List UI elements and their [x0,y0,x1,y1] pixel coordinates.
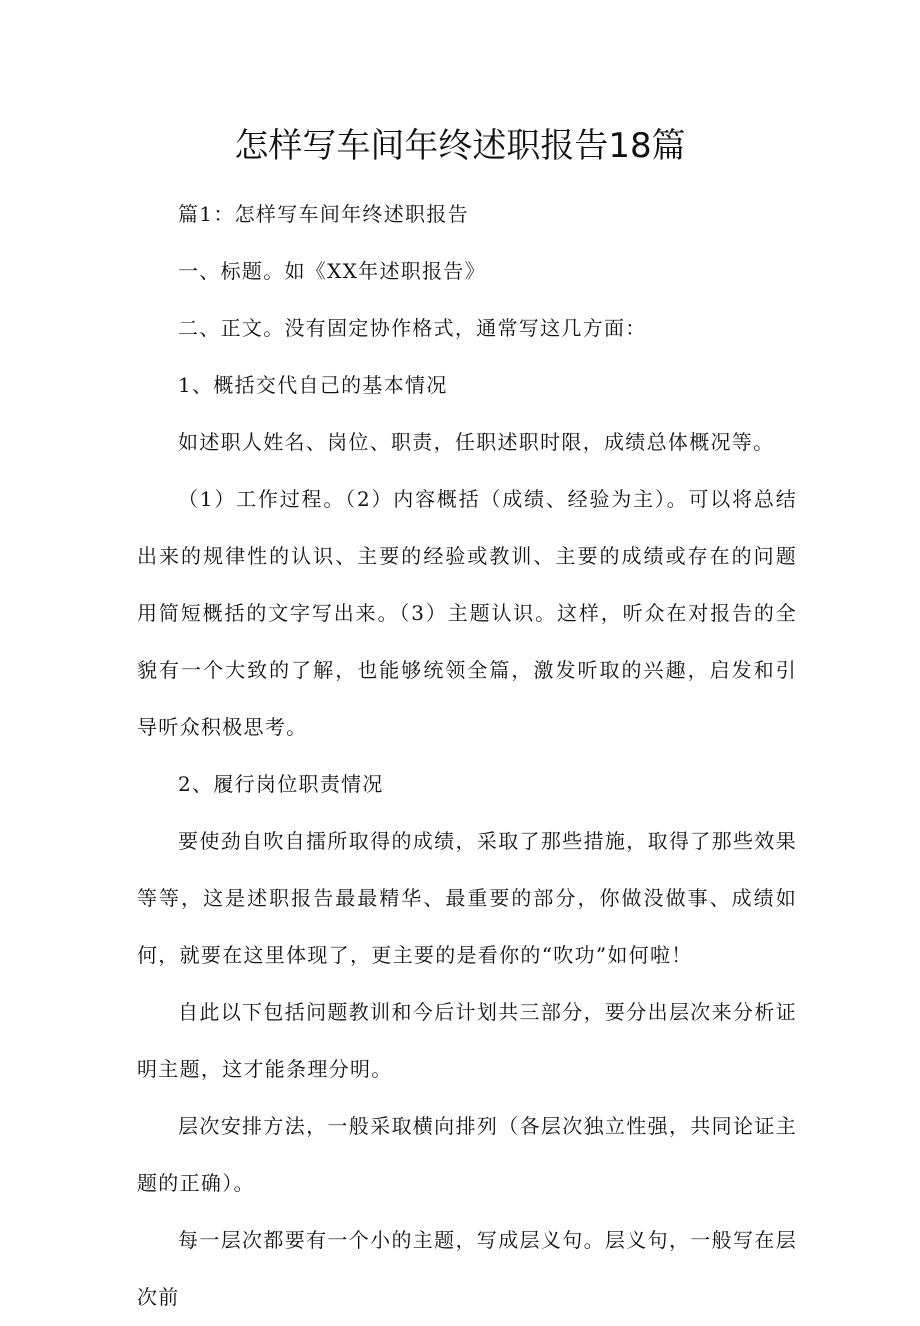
paragraph-point-1: 1、概括交代自己的基本情况 [178,373,448,397]
paragraph-layering-method: 层次安排方法，一般采取横向排列（各层次独立性强，共同论证主题的正确）。 [137,1114,797,1195]
paragraph-point-2-detail: 要使劲自吹自擂所取得的成绩，采取了那些措施，取得了那些效果等等，这是述职报告最最精华、最重要的部分，你做没做事、成绩如何，就要在这里体现了，更主要的是看你的“吹功”如何啦！ [137,829,797,967]
paragraph-title-item: 一、标题。如《XX年述职报告》 [178,259,486,283]
paragraph-point-1-steps: （1）工作过程。（2）内容概括（成绩、经验为主）。可以将总结出来的规律性的认识、主要的经验或教训、主要的成绩或存在的问题用简短概括的文字写出来。（3）主题认识。这样，听众在对报告的全貌有一个大致的了解，也能够统领全篇，激发听取的兴趣，启发和引导听众积极思考。 [137,487,797,739]
paragraph-layer-theme: 每一层次都要有一个小的主题，写成层义句。层义句，一般写在层次前 [137,1228,797,1309]
paragraph-point-2: 2、履行岗位职责情况 [178,772,384,796]
document-body [137,186,797,1326]
paragraph-section-heading: 篇1：怎样写车间年终述职报告 [178,202,469,226]
paragraph-body-item: 二、正文。没有固定协作格式，通常写这几方面： [178,316,647,340]
paragraph-structure: 自此以下包括问题教训和今后计划共三部分，要分出层次来分析证明主题，这才能条理分明。 [137,1000,797,1081]
document-title: 怎样写车间年终述职报告18篇 [234,126,686,166]
paragraph-point-1-detail: 如述职人姓名、岗位、职责，任职述职时限，成绩总体概况等。 [178,430,775,454]
